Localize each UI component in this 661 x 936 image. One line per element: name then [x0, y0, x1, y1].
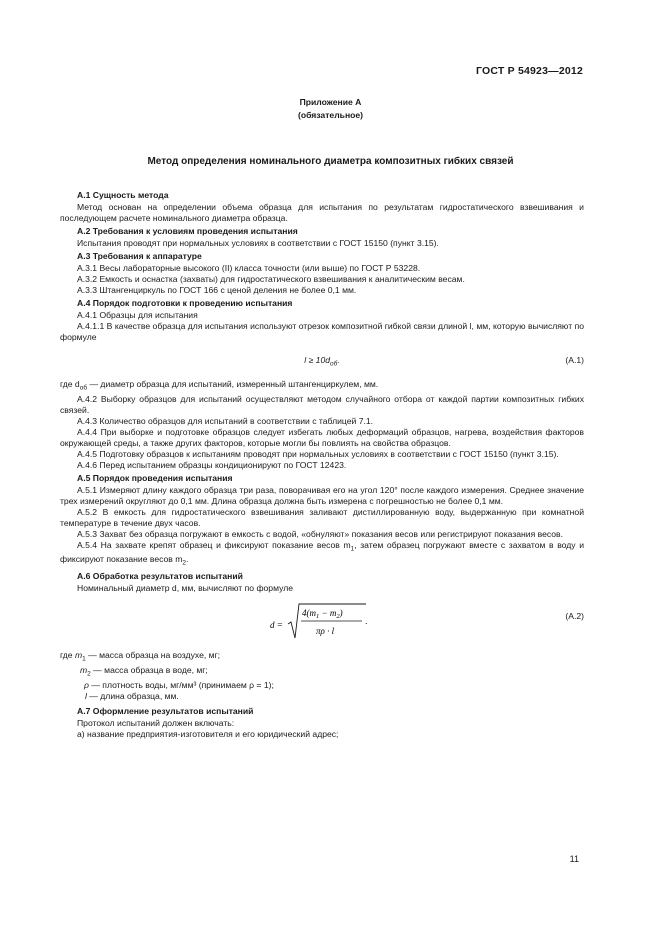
page-title: Метод определения номинального диаметра композитных гибких связей	[147, 156, 514, 167]
appendix-header	[0, 96, 661, 122]
formula-period: .	[365, 616, 368, 627]
section-heading-a2: А.2 Требования к условиям проведения испытания	[77, 226, 298, 236]
paragraph: А.4.5 Подготовку образцов к испытаниям проводят при нормальных условиях в соответствии с ГОСТ 15150 (пункт 3.15).	[77, 448, 559, 459]
formula-graphic	[270, 600, 430, 644]
paragraph: Номинальный диаметр d, мм, вычисляют по формуле	[77, 583, 293, 594]
paragraph: А.4.6 Перед испытанием образцы кондиционируют по ГОСТ 12423.	[77, 459, 347, 470]
document-body	[60, 188, 584, 740]
section-heading-a5: А.5 Порядок проведения испытания	[77, 472, 233, 483]
formula-number: (А.2)	[565, 611, 584, 622]
paragraph: А.4.3 Количество образцов для испытаний в соответствии с таблицей 7.1.	[77, 415, 374, 426]
paragraph: Испытания проводят при нормальных условиях в соответствии с ГОСТ 15150 (пункт 3.15).	[77, 238, 439, 248]
section-heading-a7: А.7 Оформление результатов испытаний	[77, 705, 254, 716]
legend-item: l — длина образца, мм.	[85, 690, 179, 701]
paragraph: А.3.3 Штангенциркуль по ГОСТ 166 с ценой деления не более 0,1 мм.	[77, 285, 357, 295]
paragraph: А.4.1 Образцы для испытания	[77, 310, 198, 320]
formula-legend	[60, 650, 584, 701]
formula-lhs: d =	[270, 620, 283, 631]
formula-explanation: где $d_{об}$ — диаметр образца для испытаний, измеренный штангенциркулем, мм.	[60, 379, 379, 392]
legend-item: ρ — плотность воды, мг/мм³ (принимаем ρ = 1);	[84, 679, 274, 690]
paragraph: А.5.4 На захвате крепят образец и фиксируют показание весов $m_1$, затем образец погружают вместе с захватом в воду и фиксируют показание весов $m_2$.	[60, 539, 584, 568]
paragraph: А.4.4 При выборке и подготовке образцов следует избегать любых деформаций образцов, нагрева, воздействия факторов окружающей среды, а также других факторов, которые могли бы повлиять на свойства образцов.	[60, 426, 584, 448]
paragraph: Метод основан на определении объема образца для испытания по результатам гидростатического взвешивания и последующем расчете номинального диаметра образца.	[60, 202, 584, 223]
formula-number: (А.1)	[565, 355, 584, 365]
paragraph: а) название предприятия-изготовителя и его юридический адрес;	[77, 728, 339, 739]
paragraph: А.3.2 Емкость и оснастка (захваты) для гидростатического взвешивания к аналитическим весам.	[77, 274, 465, 284]
formula-numerator: $4(m_1 - m_2)$	[302, 608, 343, 621]
formula-expression: $l \ge 10d_{об}$.	[304, 355, 340, 368]
section-heading-a6: А.6 Обработка результатов испытаний	[77, 571, 243, 582]
legend-item: где $m_1$ — масса образца на воздухе, мг;	[60, 650, 221, 663]
paragraph: А.4.1.1 В качестве образца для испытания используют отрезок композитной гибкой связи длиной l, мм, которую вычисляют по формуле	[60, 321, 584, 342]
section-heading-a4: А.4 Порядок подготовки к проведению испытания	[77, 298, 293, 308]
legend-item: $m_2$ — масса образца в воде, мг;	[80, 664, 208, 678]
appendix-status: (обязательное)	[297, 110, 364, 120]
section-heading-a3: А.3 Требования к аппаратуре	[77, 251, 202, 261]
paragraph: Протокол испытаний должен включать:	[77, 717, 235, 728]
formula-a1	[60, 343, 584, 379]
paragraph: А.5.2 В емкость для гидростатического взвешивания заливают дистиллированную воду, выдержанную при комнатной температуре в течение двух часов.	[60, 506, 584, 528]
paragraph: А.3.1 Весы лабораторные высокого (II) класса точности (или выше) по ГОСТ Р 53228.	[77, 263, 421, 273]
formula-a2	[60, 600, 584, 650]
document-code: ГОСТ Р 54923—2012	[475, 65, 583, 77]
paragraph: А.4.2 Выборку образцов для испытаний осуществляют методом случайного отбора от каждой партии композитных гибких связей.	[60, 393, 584, 415]
section-heading-a1: А.1 Сущность метода	[77, 190, 169, 200]
appendix-title: Приложение А	[299, 97, 362, 107]
paragraph: А.5.1 Измеряют длину каждого образца три раза, поворачивая его на угол 120° после каждого измерения. Среднее значение трех измерений округляют до 0,1 мм. Длина образца должна быть измерена с погрешностью не более 0,1 мм.	[60, 484, 584, 506]
paragraph: А.5.3 Захват без образца погружают в емкость с водой, «обнуляют» показания весов или регистрируют показания весов.	[77, 528, 564, 539]
formula-denominator: πρ · l	[316, 626, 335, 637]
page-number: 11	[569, 854, 579, 864]
